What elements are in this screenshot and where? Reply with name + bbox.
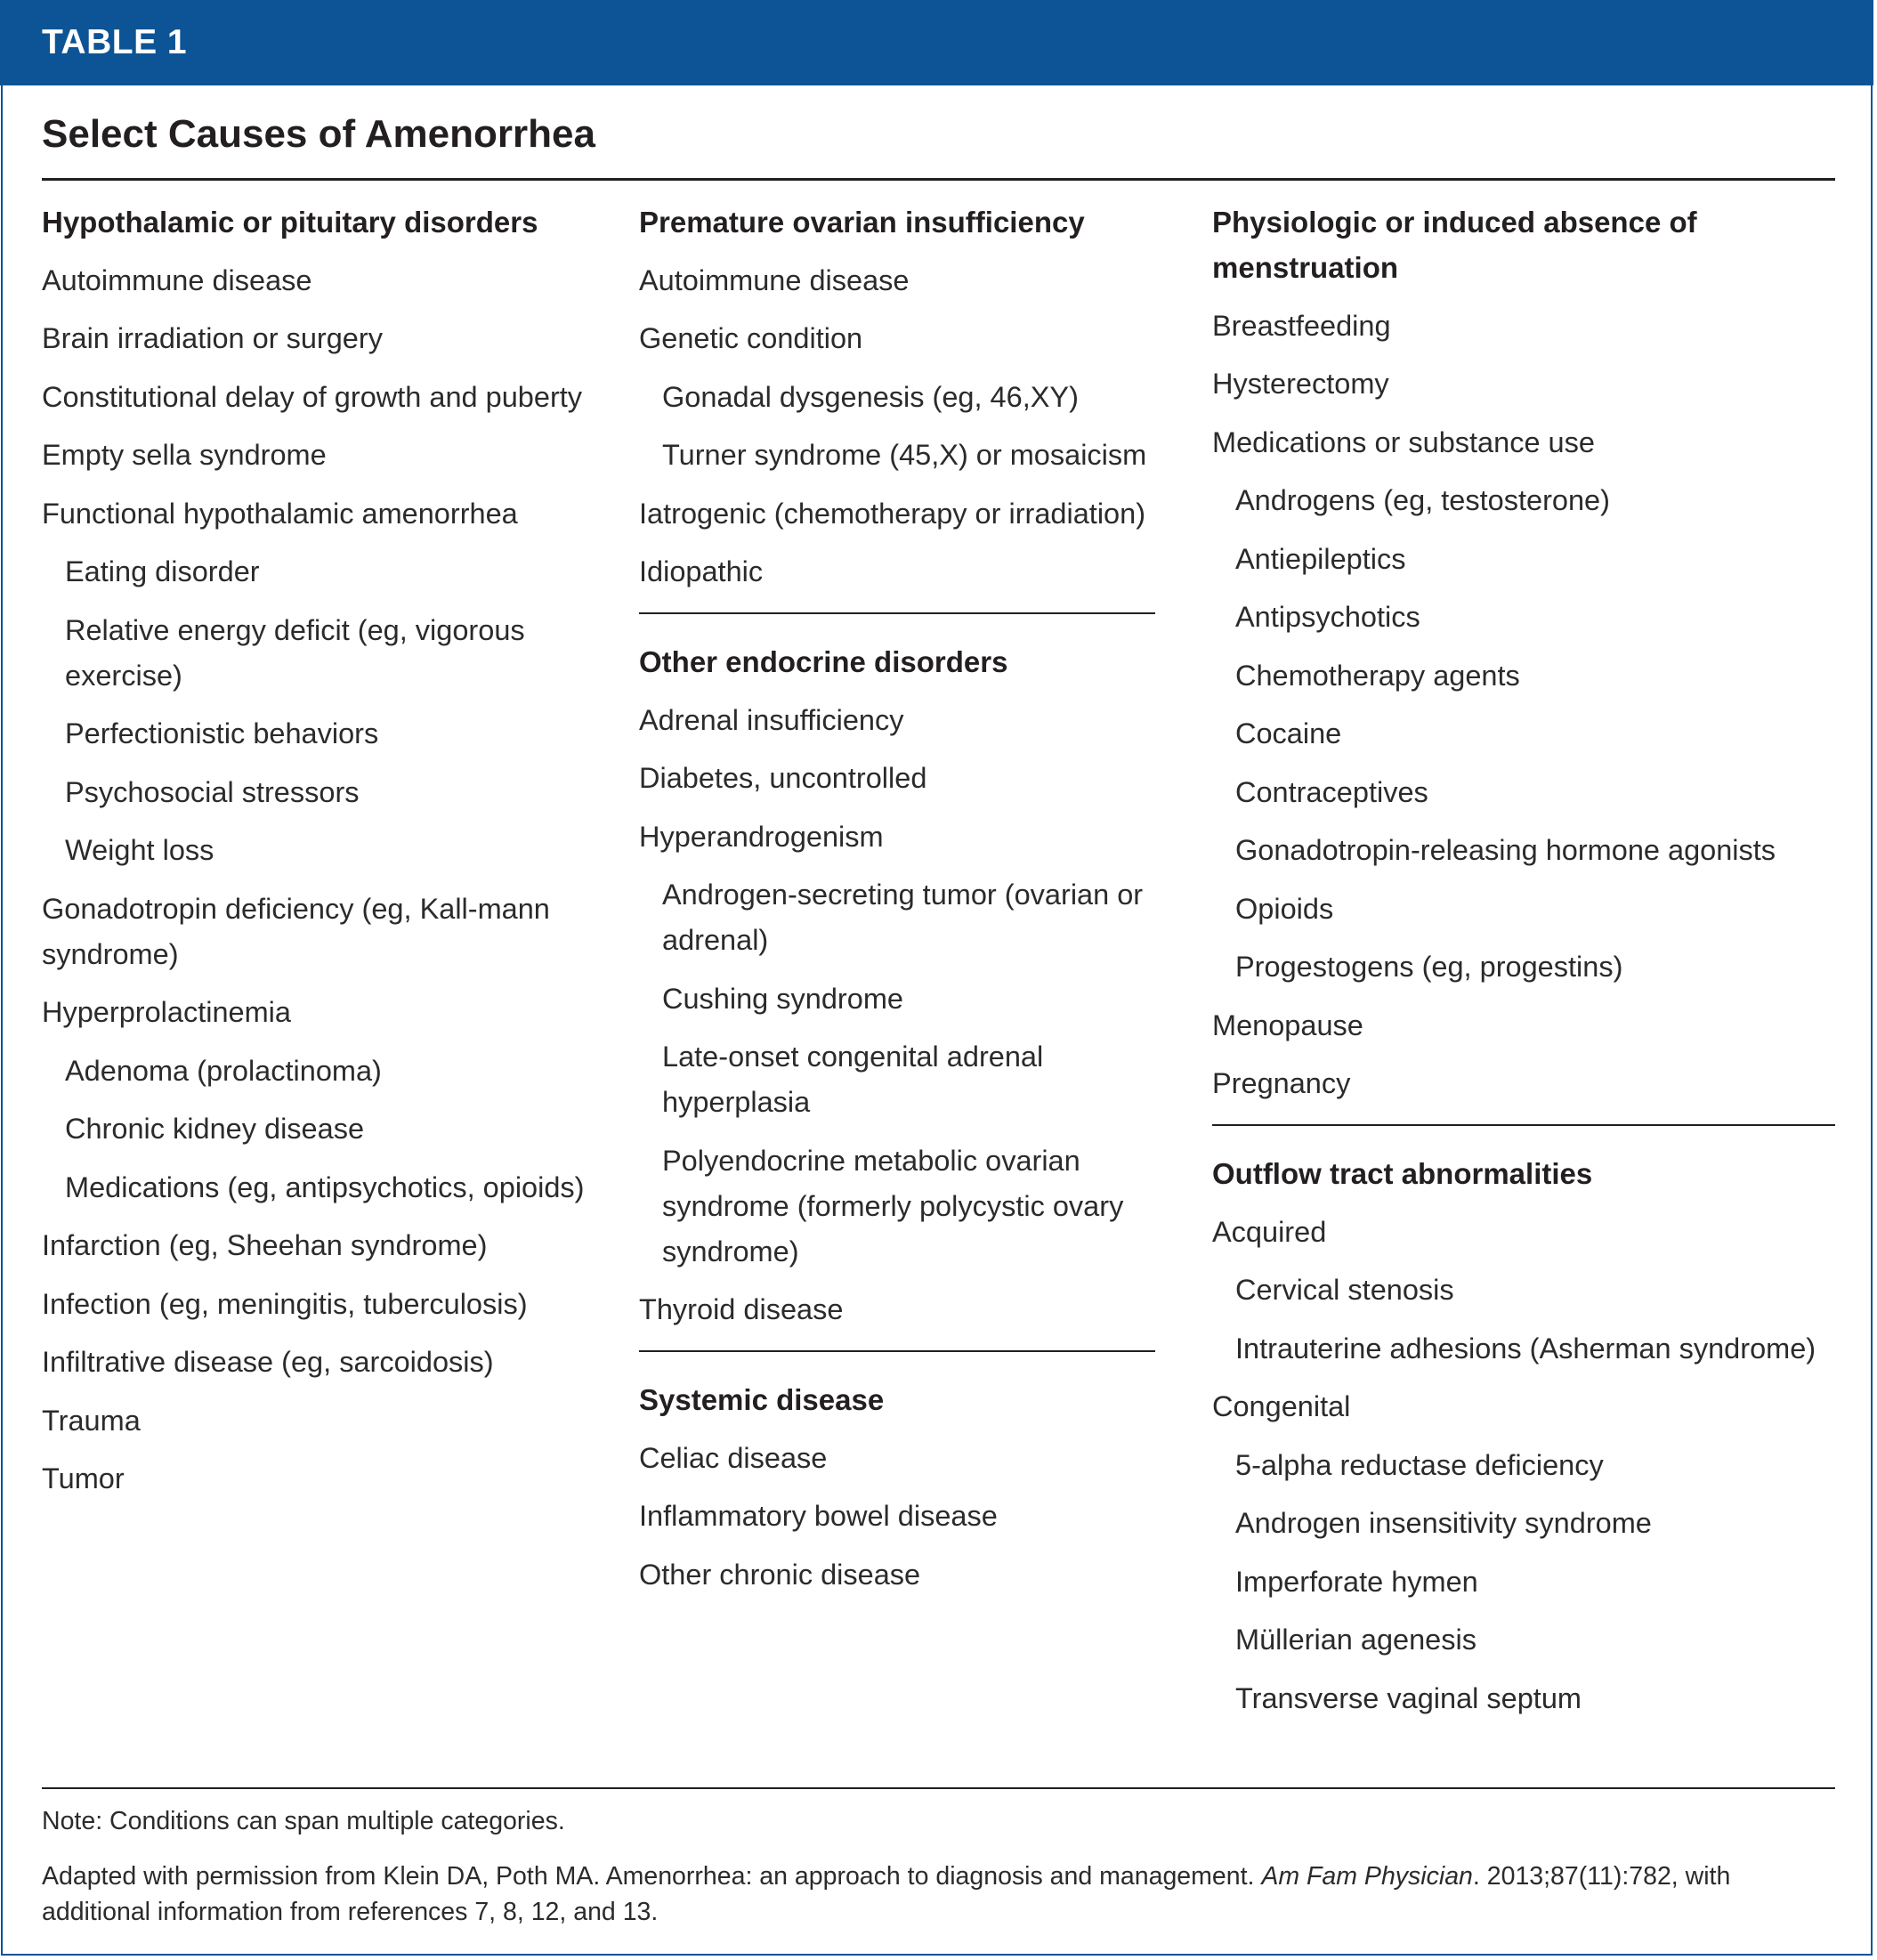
sub-list-item: Cushing syndrome (662, 982, 903, 1015)
table-header-bar (0, 0, 1873, 85)
list-item: Trauma (42, 1404, 141, 1437)
list-item: Acquired (1212, 1215, 1327, 1248)
list-item: Hysterectomy (1212, 368, 1389, 400)
column-1 (42, 199, 611, 1515)
sub-list-item: Antiepileptics (1235, 542, 1406, 575)
sub-list-item: Opioids (1235, 892, 1334, 925)
sub-list-item: Chemotherapy agents (1235, 659, 1520, 692)
section-divider (639, 1350, 1155, 1352)
footer-divider (42, 1787, 1835, 1789)
sub-list-item: Chronic kidney disease (65, 1113, 365, 1145)
sub-list-item: Relative energy deficit (eg, vigorous exercise) (65, 613, 525, 692)
sub-list-item: Imperforate hymen (1235, 1565, 1478, 1598)
section-heading-premature-ovarian-insufficiency: Premature ovarian insufficiency (639, 206, 1085, 239)
list-item: Idiopathic (639, 555, 764, 587)
list-item: Congenital (1212, 1390, 1351, 1422)
title-divider (42, 178, 1835, 181)
sub-list-item: Perfectionistic behaviors (65, 717, 379, 749)
section-heading-systemic-disease: Systemic disease (639, 1383, 885, 1416)
sub-list-item: Androgen-secreting tumor (ovarian or adrenal) (662, 879, 1144, 956)
sub-list-item: Müllerian agenesis (1235, 1624, 1477, 1656)
section-heading-hypothalamic-or-pituitary-disorders: Hypothalamic or pituitary disorders (42, 206, 538, 239)
sub-list-item: Cocaine (1235, 717, 1342, 749)
table-label: TABLE 1 (42, 23, 188, 61)
list-item: Infiltrative disease (eg, sarcoidosis) (42, 1346, 494, 1378)
list-item: Constitutional delay of growth and puberty (42, 380, 583, 413)
list-item: Celiac disease (639, 1441, 828, 1474)
list-item: Brain irradiation or surgery (42, 322, 383, 354)
sub-list-item: Androgen insensitivity syndrome (1235, 1507, 1652, 1539)
source-text: Adapted with permission from Klein DA, Poth MA. Amenorrhea: an approach to diagnosis and management. (42, 1862, 1262, 1891)
list-item: Diabetes, uncontrolled (639, 762, 927, 794)
sub-list-item: Adenoma (prolactinoma) (65, 1054, 382, 1087)
list-item: Iatrogenic (chemotherapy or irradiation) (639, 497, 1146, 530)
sub-list-item: Gonadotropin-releasing hormone agonists (1235, 834, 1776, 866)
sub-list-item: Polyendocrine metabolic ovarian syndrome (formerly polycystic ovary syndrome) (662, 1144, 1124, 1268)
section-divider (639, 612, 1155, 614)
sub-list-item: Medications (eg, antipsychotics, opioids) (65, 1170, 585, 1203)
sub-list-item: Turner syndrome (45,X) or mosaicism (662, 439, 1147, 471)
sub-list-item: Gonadal dysgenesis (eg, 46,XY) (662, 380, 1079, 413)
list-item: Infarction (eg, Sheehan syndrome) (42, 1229, 488, 1261)
list-item: Tumor (42, 1462, 125, 1494)
section-heading-physiologic-or-induced-absence-of-menstruation: Physiologic or induced absence of menstruation (1212, 206, 1697, 284)
list-item: Medications or substance use (1212, 425, 1595, 458)
sub-list-item: Psychosocial stressors (65, 775, 360, 808)
section-divider (1212, 1124, 1835, 1126)
list-item: Hyperandrogenism (639, 820, 884, 853)
sub-list-item: Cervical stenosis (1235, 1274, 1454, 1306)
list-item: Functional hypothalamic amenorrhea (42, 497, 518, 530)
column-2 (639, 199, 1155, 1610)
list-item: Pregnancy (1212, 1067, 1351, 1099)
sub-list-item: Antipsychotics (1235, 601, 1420, 633)
section-heading-outflow-tract-abnormalities: Outflow tract abnormalities (1212, 1157, 1593, 1190)
source-journal: Am Fam Physician (1261, 1862, 1473, 1891)
sub-list-item: Androgens (eg, testosterone) (1235, 484, 1610, 516)
list-item: Autoimmune disease (42, 263, 312, 296)
list-item: Empty sella syndrome (42, 439, 327, 471)
list-item: Infection (eg, meningitis, tuberculosis) (42, 1287, 528, 1320)
list-item: Autoimmune disease (639, 263, 910, 296)
footer-note: Note: Conditions can span multiple categories. (42, 1807, 565, 1835)
list-item: Genetic condition (639, 322, 863, 354)
list-item: Inflammatory bowel disease (639, 1500, 998, 1532)
list-item: Other chronic disease (639, 1558, 921, 1591)
source-citation: . 2013;87(11):782, with additional information from references 7, 8, 12, and 13. (42, 1862, 1731, 1926)
sub-list-item: Weight loss (65, 834, 214, 866)
list-item: Thyroid disease (639, 1293, 844, 1325)
sub-list-item: Transverse vaginal septum (1235, 1681, 1582, 1714)
sub-list-item: Progestogens (eg, progestins) (1235, 951, 1623, 983)
sub-list-item: Eating disorder (65, 555, 260, 587)
sub-list-item: Contraceptives (1235, 775, 1428, 808)
list-item: Breastfeeding (1212, 309, 1391, 342)
list-item: Menopause (1212, 1008, 1363, 1041)
sub-list-item: Late-onset congenital adrenal hyperplasia (662, 1041, 1044, 1118)
sub-list-item: Intrauterine adhesions (Asherman syndrome) (1235, 1332, 1816, 1365)
sub-list-item: 5-alpha reductase deficiency (1235, 1448, 1604, 1481)
table-title: Select Causes of Amenorrhea (42, 112, 595, 156)
list-item: Hyperprolactinemia (42, 996, 291, 1028)
footer-source (42, 1859, 1840, 1930)
column-3 (1212, 199, 1835, 1734)
list-item: Gonadotropin deficiency (eg, Kall-mann syndrome) (42, 892, 550, 970)
section-heading-other-endocrine-disorders: Other endocrine disorders (639, 645, 1008, 678)
list-item: Adrenal insufficiency (639, 703, 904, 736)
